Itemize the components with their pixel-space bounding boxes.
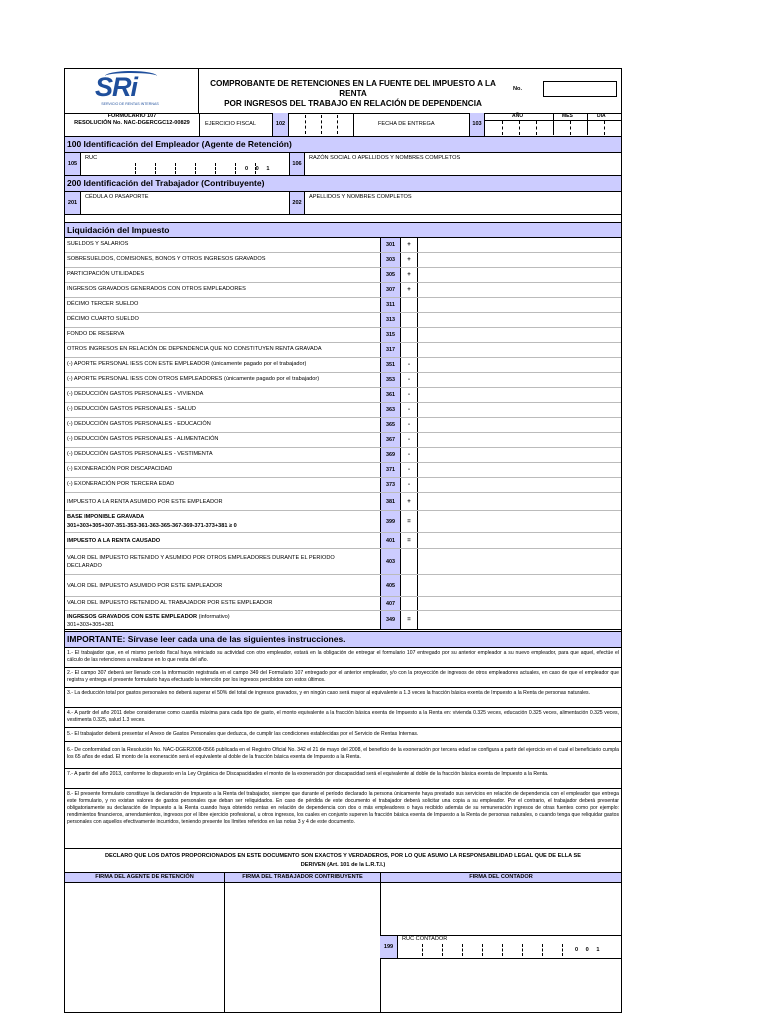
liquidacion-row-code: 369 <box>380 448 401 462</box>
liquidacion-row-code: 367 <box>380 433 401 447</box>
liquidacion-row-code: 365 <box>380 418 401 432</box>
liquidacion-row-label: PARTICIPACIÓN UTILIDADES <box>67 271 145 277</box>
instruction-3: 3.- La deducción total por gastos personales no deberá superar el 50% del total de ingresos gravados, y en ningún caso será mayor al equivalente a 1.3 veces la fracción básica exenta de Impuesto a la Renta de personas naturales. <box>65 689 621 708</box>
impuesto-causado-label: IMPUESTO A LA RENTA CAUSADO <box>67 538 161 544</box>
resolution-label: RESOLUCIÓN No. NAC-DGERCGC12-00829 <box>74 119 190 126</box>
liquidacion-row-code: 353 <box>380 373 401 387</box>
liquidacion-row-label: DÉCIMO CUARTO SUELDO <box>67 316 139 322</box>
liquidacion-row-365 <box>65 418 621 433</box>
firma-trabajador-label: FIRMA DEL TRABAJADOR CONTRIBUYENTE <box>225 873 380 882</box>
base-imponible-row <box>65 511 621 533</box>
liquidacion-row-label: (-) EXONERACIÓN POR TERCERA EDAD <box>67 481 175 487</box>
liquidacion-row-301 <box>65 238 621 253</box>
liquidacion-row-label: DÉCIMO TERCER SUELDO <box>67 301 139 307</box>
razon-social-label: RAZÓN SOCIAL O APELLIDOS Y NOMBRES COMPLETOS <box>309 155 461 161</box>
ingresos-gravados-note: (informativo) <box>198 614 230 620</box>
fecha-entrega-code: 103 <box>469 113 485 136</box>
firma-contador-field[interactable] <box>381 883 620 935</box>
liquidacion-row-label: (-) EXONERACIÓN POR DISCAPACIDAD <box>67 466 173 472</box>
liquidacion-row-input[interactable] <box>419 329 619 342</box>
liquidacion-row-input[interactable] <box>419 284 619 297</box>
ruc-suffix: 0 0 1 <box>245 166 273 172</box>
liquidacion-row-label: (-) APORTE PERSONAL IESS CON ESTE EMPLEADOR (únicamente pagado por el trabajador) <box>67 361 307 367</box>
liquidacion-row-input[interactable] <box>419 464 619 477</box>
instruction-5: 5.- El trabajador deberá presentar el Anexo de Gastos Personales que deduzca, de cumplir las condiciones establecidas por el Servicio de Rentas Internas. <box>65 729 621 742</box>
liquidacion-row-315 <box>65 328 621 343</box>
liquidacion-row-label: IMPUESTO A LA RENTA ASUMIDO POR ESTE EMPLEADOR <box>67 499 223 505</box>
liquidacion-row-sign: + <box>401 238 418 252</box>
ejercicio-fiscal-label: EJERCICIO FISCAL <box>205 121 256 127</box>
declaracion <box>65 852 621 870</box>
firma-agente-label: FIRMA DEL AGENTE DE RETENCIÓN <box>65 873 224 882</box>
instruction-2: 2.- El campo 307 deberá ser llenado con la información registrada en el campo 349 del Formulario 107 entregado por el anterior empleador, y/o con la proyección de ingresos de otros empleadores actuales, en caso de que el empleador que registra y entrega el presente formulario haya efectuado la retención por los ingresos percibidos con estos últimos. <box>65 669 621 688</box>
liquidacion-row-input[interactable] <box>419 299 619 312</box>
instruction-7: 7.- A partir del año 2013, conforme lo dispuesto en la Ley Orgánica de Discapacidades el monto de la exoneración por discapacidad será el equivalente al doble de la fracción básica exenta de Impuesto a la Renta. <box>65 770 621 789</box>
liquidacion-row-code: 311 <box>380 298 401 312</box>
ingresos-gravados-code: 349 <box>380 611 401 629</box>
ruc-contador-code: 199 <box>380 935 398 958</box>
impuesto-causado-input[interactable] <box>419 534 619 548</box>
liquidacion-row-sign: + <box>401 253 418 267</box>
retenido-otros-label2: DECLARADO <box>67 563 102 569</box>
ruc-contador-label: RUC CONTADOR <box>402 936 448 942</box>
ingresos-gravados-input[interactable] <box>419 613 619 628</box>
impuesto-causado-sign: = <box>401 533 418 548</box>
ruc-code: 105 <box>65 153 81 175</box>
razon-social-code: 106 <box>289 153 305 175</box>
liquidacion-row-sign: + <box>401 268 418 282</box>
liquidacion-row-sign <box>401 313 418 327</box>
liquidacion-row-code: 361 <box>380 388 401 402</box>
liquidacion-row-code: 363 <box>380 403 401 417</box>
liquidacion-row-363 <box>65 403 621 418</box>
liquidacion-row-sign: - <box>401 373 418 387</box>
firma-contador-label: FIRMA DEL CONTADOR <box>381 873 621 882</box>
base-imponible-input[interactable] <box>419 513 619 531</box>
liquidacion-row-input[interactable] <box>419 389 619 402</box>
liquidacion-row-input[interactable] <box>419 359 619 372</box>
liquidacion-row-code: 351 <box>380 358 401 372</box>
section-200-title: 200 Identificación del Trabajador (Contribuyente) <box>65 175 621 192</box>
base-imponible-label: BASE IMPONIBLE GRAVADA <box>67 514 145 520</box>
liquidacion-row-sign <box>401 343 418 357</box>
ruc-label: RUC <box>85 155 98 161</box>
liquidacion-row-input[interactable] <box>419 479 619 492</box>
liquidacion-row-input[interactable] <box>419 344 619 357</box>
form-title-line2: POR INGRESOS DEL TRABAJO EN RELACIÓN DE DEPENDENCIA <box>224 99 482 108</box>
retenido-label: VALOR DEL IMPUESTO RETENIDO AL TRABAJADOR POR ESTE EMPLEADOR <box>67 600 273 606</box>
liquidacion-row-sign: + <box>401 493 418 510</box>
liquidacion-row-code: 301 <box>380 238 401 252</box>
liquidacion-row-sign <box>401 328 418 342</box>
liquidacion-row-305 <box>65 268 621 283</box>
liquidacion-row-code: 373 <box>380 478 401 492</box>
retenido-code: 407 <box>380 597 401 610</box>
ingresos-gravados-sign: = <box>401 611 418 629</box>
liquidacion-row-label: (-) APORTE PERSONAL IESS CON OTROS EMPLEADORES (únicamente pagado por el trabajador) <box>67 376 320 382</box>
instruction-6: 6.- De conformidad con la Resolución No. NAC-DGER2008-0566 publicada en el Registro Oficial No. 342 el 21 de mayo del 2008, el beneficio de la exoneración por tercera edad se configura a partir del ejercicio en el cual el beneficiario cumpla los 65 años de edad. El monto de la exoneración será el equivalente al doble de la fracción básica exenta de Impuesto a la Renta. <box>65 743 621 769</box>
liquidacion-row-381 <box>65 493 621 511</box>
liquidacion-row-367 <box>65 433 621 448</box>
liquidacion-row-input[interactable] <box>419 419 619 432</box>
liquidacion-row-label: OTROS INGRESOS EN RELACIÓN DE DEPENDENCIA QUE NO CONSTITUYEN RENTA GRAVADA <box>67 346 322 352</box>
number-field[interactable] <box>543 81 617 97</box>
logo-arc-icon <box>105 71 157 81</box>
liquidacion-row-371 <box>65 463 621 478</box>
liquidacion-row-303 <box>65 253 621 268</box>
liquidacion-row-code: 313 <box>380 313 401 327</box>
liquidacion-row-sign: - <box>401 463 418 477</box>
liquidacion-row-code: 303 <box>380 253 401 267</box>
apellidos-code: 202 <box>289 192 305 214</box>
cedula-input[interactable] <box>85 202 287 213</box>
base-imponible-formula: 301+303+305+307-351-353-361-363-365-367-369-371-373+381 ≥ 0 <box>67 523 237 529</box>
ruc-contador-suffix: 0 0 1 <box>575 947 603 953</box>
asumido-label: VALOR DEL IMPUESTO ASUMIDO POR ESTE EMPLEADOR <box>67 583 223 589</box>
logo-subtitle: SERVICIO DE RENTAS INTERNAS <box>101 102 159 106</box>
instruction-1: 1.- El trabajador que, en el mismo período fiscal haya reiniciado su actividad con otro empleador, estará en la obligación de entregar el formulario 107 entregado por su anterior empleador a su nuevo empleador, para que aquel, efectúe el cálculo de las retenciones a realizarse en lo que resta del año. <box>65 649 621 668</box>
impuesto-causado-code: 401 <box>380 533 401 548</box>
ingresos-gravados-formula: 301+303+305+381 <box>67 622 115 628</box>
ejercicio-fiscal-code: 102 <box>272 113 289 136</box>
liquidacion-row-317 <box>65 343 621 358</box>
liquidacion-row-sign: - <box>401 403 418 417</box>
section-100-title: 100 Identificación del Empleador (Agente de Retención) <box>65 136 621 153</box>
liquidacion-row-sign: - <box>401 448 418 462</box>
fecha-entrega-input[interactable] <box>485 121 621 135</box>
liquidacion-row-input[interactable] <box>419 269 619 282</box>
liquidacion-row-sign: + <box>401 283 418 297</box>
number-label: No. <box>513 86 523 92</box>
liquidacion-row-input[interactable] <box>419 494 619 510</box>
ruc-contador-input[interactable] <box>402 944 619 956</box>
liquidacion-row-311 <box>65 298 621 313</box>
retenido-otros-input[interactable] <box>419 551 619 573</box>
asumido-input[interactable] <box>419 577 619 595</box>
apellidos-label: APELLIDOS Y NOMBRES COMPLETOS <box>309 194 412 200</box>
firma-trabajador-field[interactable] <box>225 883 379 1013</box>
cedula-label: CÉDULA O PASAPORTE <box>85 194 149 200</box>
liquidacion-row-code: 317 <box>380 343 401 357</box>
retenido-otros-code: 403 <box>380 549 401 574</box>
liquidacion-row-sign: - <box>401 418 418 432</box>
ejercicio-fiscal-input[interactable] <box>289 115 353 134</box>
liquidacion-row-label: (-) DEDUCCIÓN GASTOS PERSONALES - VESTIMENTA <box>67 451 213 457</box>
retenido-otros-row <box>65 549 621 575</box>
importante-title: IMPORTANTE: Sírvase leer cada una de las siguientes instrucciones. <box>65 631 621 648</box>
ingresos-gravados-row <box>65 611 621 630</box>
liquidacion-row-label: SOBRESUELDOS, COMISIONES, BONOS Y OTROS INGRESOS GRAVADOS <box>67 256 266 262</box>
fecha-entrega-label: FECHA DE ENTREGA <box>378 121 435 127</box>
liquidacion-row-code: 315 <box>380 328 401 342</box>
liquidacion-row-input[interactable] <box>419 374 619 387</box>
liquidacion-row-input[interactable] <box>419 239 619 252</box>
instruction-4: 4.- A partir del año 2011 debe considerarse como cuantía máxima para cada tipo de gasto, el monto equivalente a la fracción básica exenta de Impuesto a la Renta en: vivienda 0.325 veces, educación 0.325 veces, alimentación 0.325 veces, vestimenta 0.325, salud 1.3 veces. <box>65 709 621 728</box>
razon-social-input[interactable] <box>309 163 619 174</box>
asumido-row <box>65 575 621 597</box>
liquidacion-row-label: (-) DEDUCCIÓN GASTOS PERSONALES - ALIMENTACIÓN <box>67 436 219 442</box>
liquidacion-row-label: (-) DEDUCCIÓN GASTOS PERSONALES - SALUD <box>67 406 196 412</box>
retenido-row <box>65 597 621 611</box>
liquidacion-row-code: 371 <box>380 463 401 477</box>
liquidacion-row-353 <box>65 373 621 388</box>
liquidacion-row-code: 307 <box>380 283 401 297</box>
base-imponible-code: 399 <box>380 511 401 532</box>
liquidacion-row-369 <box>65 448 621 463</box>
form-id <box>65 113 199 126</box>
base-imponible-sign: = <box>401 511 418 532</box>
liquidacion-row-sign: - <box>401 478 418 492</box>
ruc-input[interactable] <box>85 163 287 174</box>
sri-logo: SRi <box>95 72 138 102</box>
liquidacion-row-label: SUELDOS Y SALARIOS <box>67 241 129 247</box>
ingresos-gravados-label: INGRESOS GRAVADOS CON ESTE EMPLEADOR <box>67 614 198 620</box>
month-label: MES <box>562 113 573 119</box>
liquidacion-row-sign: - <box>401 388 418 402</box>
logo-area <box>65 69 199 113</box>
liquidacion-row-code: 381 <box>380 493 401 510</box>
sri-form-107 <box>64 68 622 1013</box>
liquidacion-row-input[interactable] <box>419 254 619 267</box>
liquidacion-title: Liquidación del Impuesto <box>65 222 621 238</box>
liquidacion-row-sign: - <box>401 433 418 447</box>
asumido-code: 405 <box>380 575 401 596</box>
instruction-8: 8.- El presente formulario constituye la declaración de Impuesto a la Renta del trabajador, siempre que durante el período declarado la persona únicamente haya prestado sus servicios en relación de dependencia con el empleador que entrega este formulario, y no existan valores de gastos personales que deban ser reliquidados. En caso de pérdida de este documento el trabajador deberá solicitar una copia a su empleador. Por el contrario, el trabajador deberá presentar obligatoriamente su declaración de Impuesto a la Renta cuando haya obtenido rentas en relación de dependencia con dos o más empleadores o haya recibido además de su remuneración ingresos de otras fuentes como por ejemplo: rendimientos financieros, arrendamientos, ingresos por el libre ejercicio profesional, u otros ingresos, los cuales en conjunto superen la fracción básica exenta de Impuesto a la Renta de personas naturales, o cuando tenga que reliquidar gastos personales con aquellos efectivamente incurridos, teniendo presente los límites referidos en las notas 3 y 4 de este documento. <box>65 790 621 849</box>
day-label: DIA <box>597 113 606 119</box>
liquidacion-row-313 <box>65 313 621 328</box>
cedula-code: 201 <box>65 192 81 214</box>
liquidacion-row-input[interactable] <box>419 314 619 327</box>
liquidacion-row-sign: - <box>401 358 418 372</box>
liquidacion-row-sign <box>401 298 418 312</box>
impuesto-causado-row <box>65 533 621 549</box>
apellidos-input[interactable] <box>309 202 619 213</box>
declaracion-line2: DERIVEN (Art. 101 de la L.R.T.I.) <box>300 862 386 868</box>
retenido-input[interactable] <box>419 598 619 610</box>
liquidacion-row-input[interactable] <box>419 404 619 417</box>
declaracion-line1: DECLARO QUE LOS DATOS PROPORCIONADOS EN ESTE DOCUMENTO SON EXACTOS Y VERDADEROS, POR LO QUE ASUMO LA RESPONSABILIDAD LEGAL QUE DE ELLA SE <box>104 853 582 859</box>
form-title-line1: COMPROBANTE DE RETENCIONES EN LA FUENTE DEL IMPUESTO A LA RENTA <box>210 79 496 98</box>
form-number-label: FORMULARIO 107 <box>107 113 157 119</box>
liquidacion-row-input[interactable] <box>419 434 619 447</box>
liquidacion-row-input[interactable] <box>419 449 619 462</box>
liquidacion-row-label: (-) DEDUCCIÓN GASTOS PERSONALES - VIVIENDA <box>67 391 204 397</box>
liquidacion-row-label: INGRESOS GRAVADOS GENERADOS CON OTROS EMPLEADORES <box>67 286 246 292</box>
liquidacion-row-361 <box>65 388 621 403</box>
form-title <box>203 79 503 109</box>
firma-agente-field[interactable] <box>66 883 223 1013</box>
retenido-otros-label1: VALOR DEL IMPUESTO RETENIDO Y ASUMIDO POR OTROS EMPLEADORES DURANTE EL PERIODO <box>67 555 335 561</box>
liquidacion-row-373 <box>65 478 621 493</box>
liquidacion-row-307 <box>65 283 621 298</box>
liquidacion-row-label: FONDO DE RESERVA <box>67 331 125 337</box>
liquidacion-row-label: (-) DEDUCCIÓN GASTOS PERSONALES - EDUCACIÓN <box>67 421 211 427</box>
liquidacion-row-code: 305 <box>380 268 401 282</box>
liquidacion-row-351 <box>65 358 621 373</box>
year-label: AÑO <box>512 113 524 119</box>
